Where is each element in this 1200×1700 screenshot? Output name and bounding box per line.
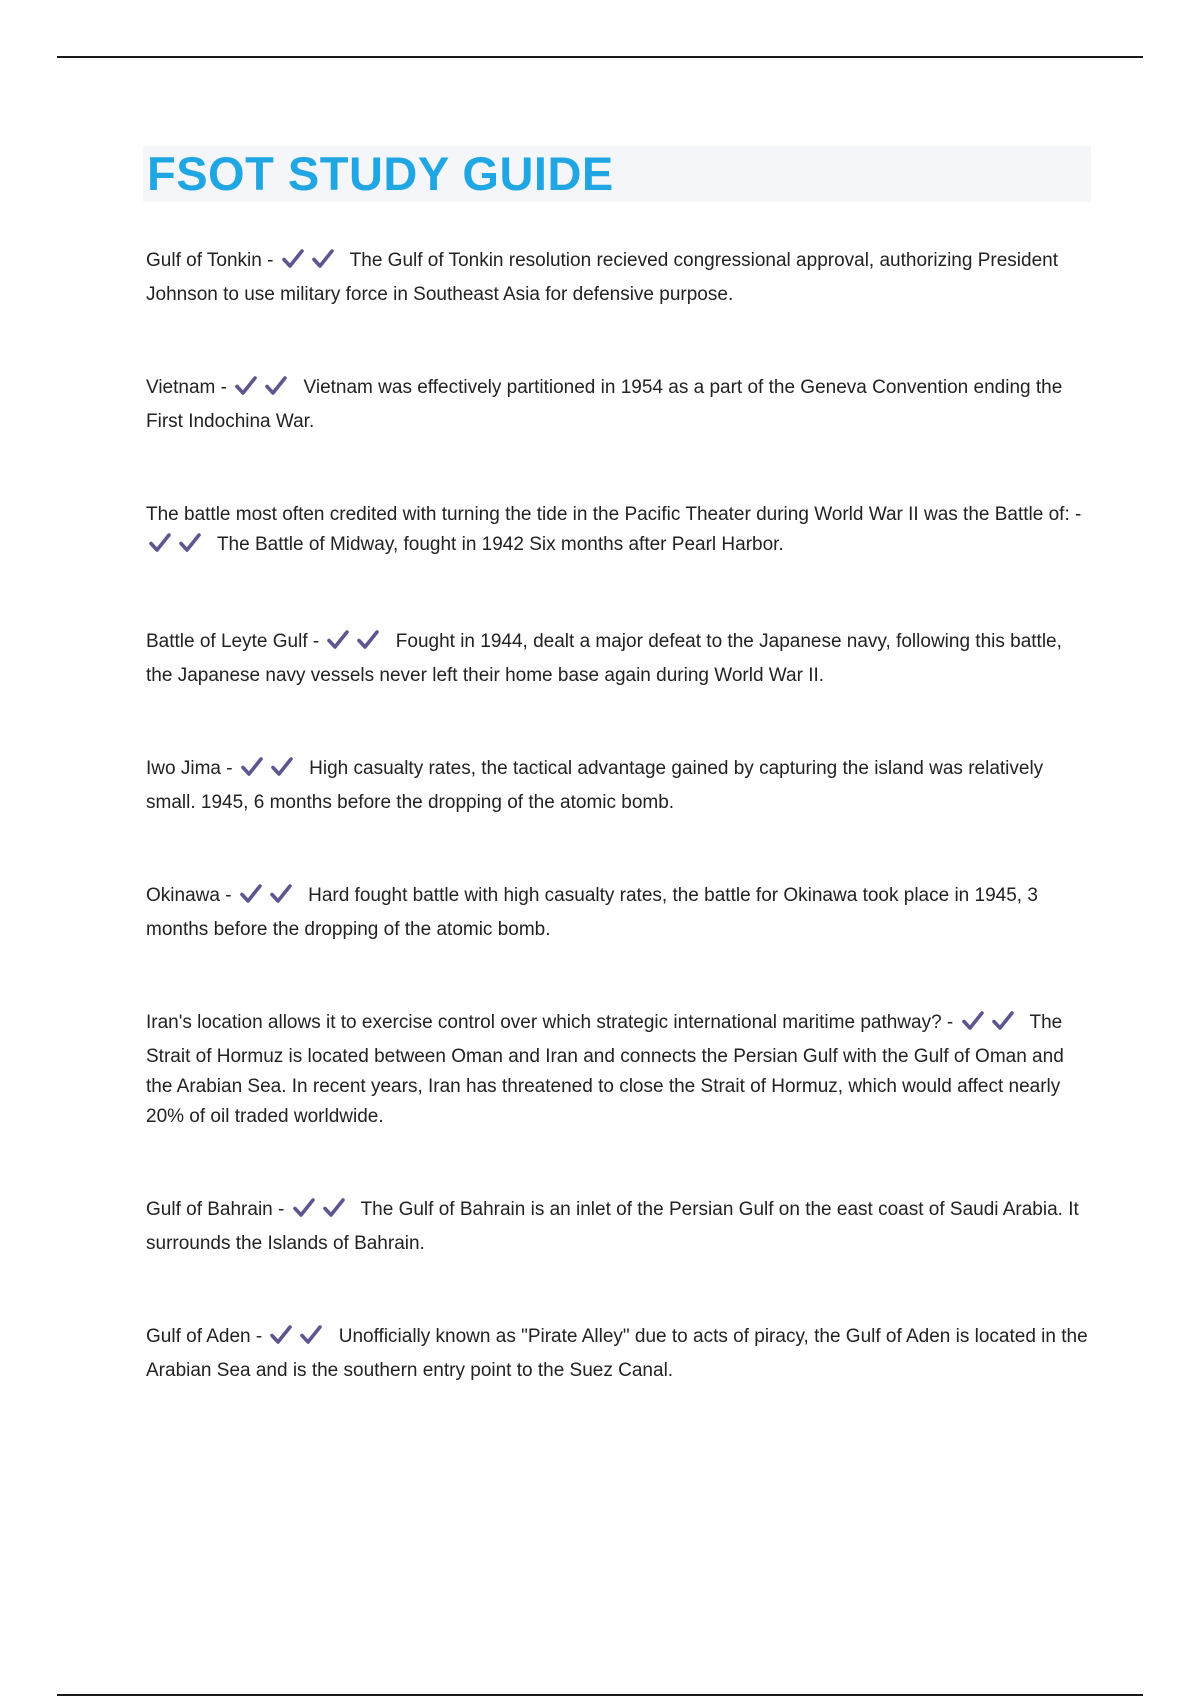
entry-term: Iwo Jima -	[146, 758, 233, 779]
entry-answer: Hard fought battle with high casualty rates, the battle for Okinawa took place in 1945, 3 months before the dropping of the atomic bomb.	[146, 885, 1038, 940]
list-item	[146, 373, 1091, 437]
list-item	[146, 1322, 1091, 1386]
entry-answer: Unofficially known as "Pirate Alley" due to acts of piracy, the Gulf of Aden is located in the Arabian Sea and is the southern entry point to the Suez Canal.	[146, 1326, 1088, 1381]
list-item	[146, 246, 1091, 310]
checkmark-icon	[326, 629, 352, 651]
list-item	[146, 627, 1091, 691]
entry-answer: Fought in 1944, dealt a major defeat to the Japanese navy, following this battle, the Japanese navy vessels never left their home base again during World War II.	[146, 631, 1062, 686]
double-checkmark-icon	[281, 248, 341, 280]
entry-answer: The Gulf of Bahrain is an inlet of the Persian Gulf on the east coast of Saudi Arabia. It surrounds the Islands of Bahrain.	[146, 1199, 1079, 1254]
double-checkmark-icon	[326, 629, 386, 661]
list-item	[146, 500, 1091, 564]
footer-rule	[57, 1694, 1143, 1696]
double-checkmark-icon	[239, 883, 299, 915]
entry-term: Vietnam -	[146, 377, 227, 398]
checkmark-icon	[269, 883, 295, 905]
entry-answer: The Battle of Midway, fought in 1942 Six months after Pearl Harbor.	[216, 534, 784, 555]
checkmark-icon	[269, 1324, 295, 1346]
entry-list	[146, 246, 1091, 1449]
double-checkmark-icon	[292, 1197, 352, 1229]
entry-term: Okinawa -	[146, 885, 232, 906]
list-item	[146, 1008, 1091, 1132]
checkmark-icon	[322, 1197, 348, 1219]
list-item	[146, 1195, 1091, 1259]
checkmark-icon	[264, 375, 290, 397]
checkmark-icon	[991, 1010, 1017, 1032]
double-checkmark-icon	[148, 532, 208, 564]
double-checkmark-icon	[961, 1010, 1021, 1042]
checkmark-icon	[356, 629, 382, 651]
header-rule	[57, 56, 1143, 58]
checkmark-icon	[178, 532, 204, 554]
checkmark-icon	[234, 375, 260, 397]
checkmark-icon	[292, 1197, 318, 1219]
checkmark-icon	[239, 883, 265, 905]
entry-answer: The Strait of Hormuz is located between Oman and Iran and connects the Persian Gulf with the Gulf of Oman and the Arabian Sea. In recent years, Iran has threatened to close the Strait of Hormuz, which would affect nearly 20% of oil traded worldwide.	[146, 1012, 1064, 1127]
list-item	[146, 754, 1091, 818]
entry-term: Battle of Leyte Gulf -	[146, 631, 320, 652]
checkmark-icon	[270, 756, 296, 778]
page-title: FSOT STUDY GUIDE	[147, 147, 614, 200]
checkmark-icon	[299, 1324, 325, 1346]
double-checkmark-icon	[240, 756, 300, 788]
checkmark-icon	[311, 248, 337, 270]
list-item	[146, 881, 1091, 945]
entry-term: Gulf of Bahrain -	[146, 1199, 285, 1220]
entry-term: Gulf of Aden -	[146, 1326, 263, 1347]
double-checkmark-icon	[269, 1324, 329, 1356]
entry-answer: High casualty rates, the tactical advantage gained by capturing the island was relatively small. 1945, 6 months before the dropping of the atomic bomb.	[146, 758, 1044, 813]
double-checkmark-icon	[234, 375, 294, 407]
checkmark-icon	[281, 248, 307, 270]
entry-term: Gulf of Tonkin -	[146, 250, 274, 271]
entry-term: The battle most often credited with turning the tide in the Pacific Theater during World War II was the Battle of: -	[146, 504, 1082, 525]
checkmark-icon	[148, 532, 174, 554]
checkmark-icon	[961, 1010, 987, 1032]
entry-answer: Vietnam was effectively partitioned in 1954 as a part of the Geneva Convention ending the First Indochina War.	[146, 377, 1063, 432]
entry-answer: The Gulf of Tonkin resolution recieved congressional approval, authorizing President Johnson to use military force in Southeast Asia for defensive purpose.	[146, 250, 1058, 305]
checkmark-icon	[240, 756, 266, 778]
entry-term: Iran's location allows it to exercise control over which strategic international maritime pathway? -	[146, 1012, 954, 1033]
